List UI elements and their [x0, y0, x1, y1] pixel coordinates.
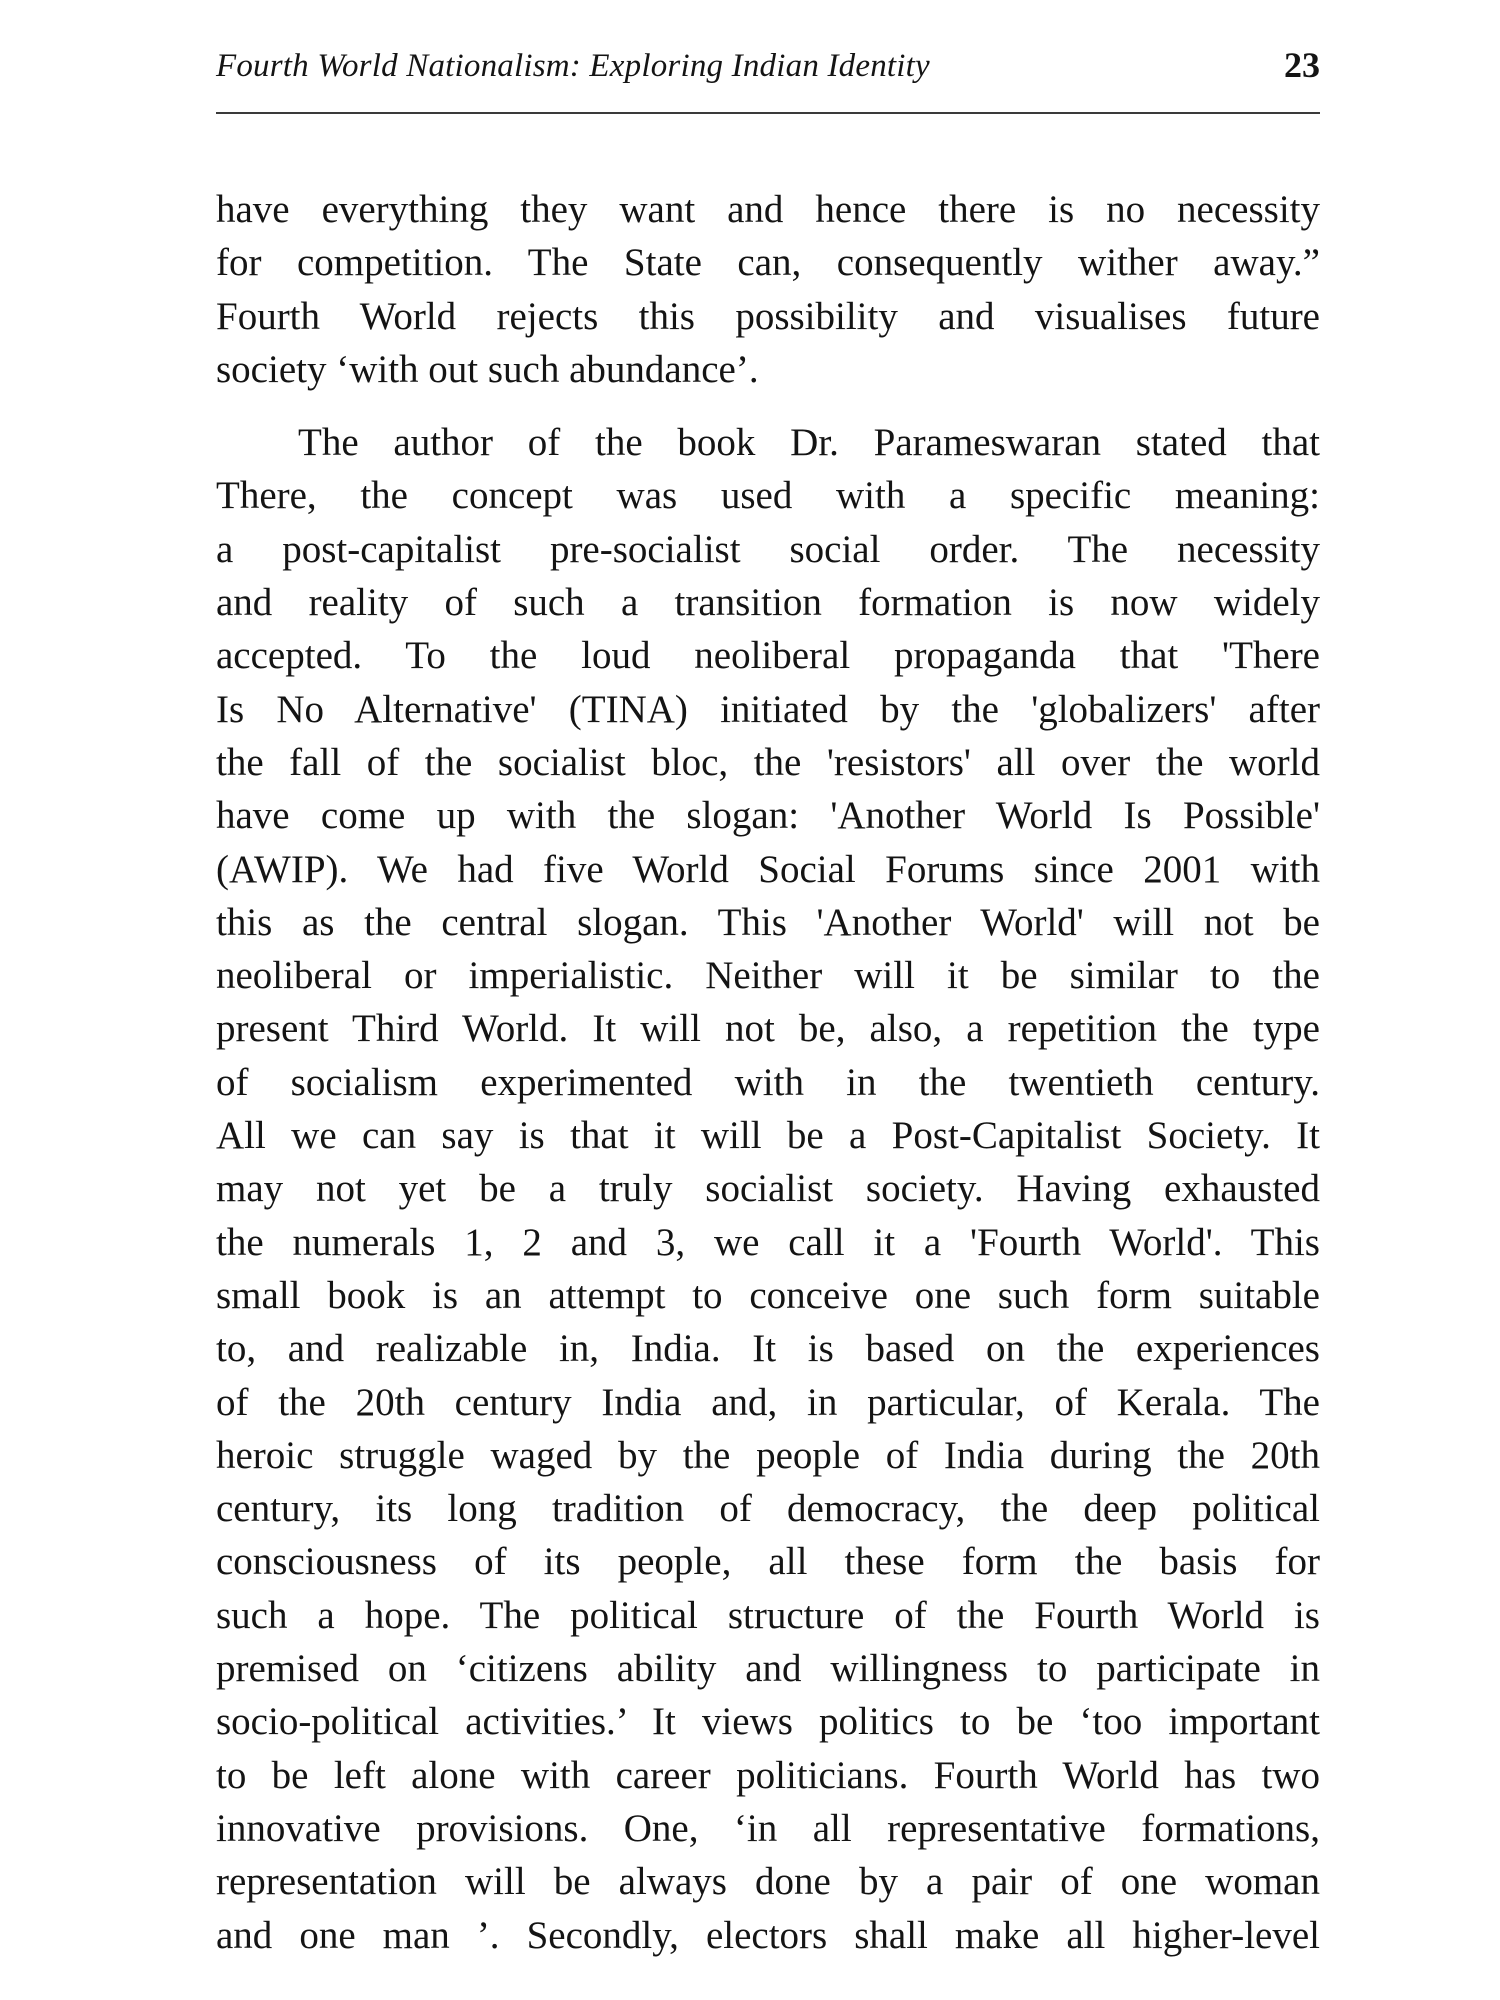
text-line: consciousness of its people, all these form the basis for — [216, 1540, 1320, 1584]
text-line: present Third World. It will not be, also, a repetition the type — [216, 1007, 1320, 1051]
text-line: a post-capitalist pre-socialist social order. The necessity — [216, 527, 1320, 571]
text-line: accepted. To the loud neoliberal propaganda that 'There — [216, 634, 1320, 678]
text-line: All we can say is that it will be a Post-Capitalist Society. It — [216, 1114, 1320, 1158]
paragraph-spacer — [216, 396, 1320, 416]
text-line: There, the concept was used with a specific meaning: — [216, 474, 1320, 518]
text-line: small book is an attempt to conceive one such form suitable — [216, 1273, 1320, 1317]
text-line: the fall of the socialist bloc, the 'resistors' all over the world — [216, 740, 1320, 784]
text-line: have everything they want and hence there is no necessity — [216, 188, 1320, 231]
text-line: the numerals 1, 2 and 3, we call it a 'Fourth World'. This — [216, 1220, 1320, 1264]
text-line: century, its long tradition of democracy, the deep political — [216, 1487, 1320, 1531]
text-line: Is No Alternative' (TINA) initiated by the 'globalizers' after — [216, 687, 1320, 731]
text-line: neoliberal or imperialistic. Neither will it be similar to the — [216, 954, 1320, 998]
paragraph-2 — [216, 416, 1320, 1962]
text-line: have come up with the slogan: 'Another World Is Possible' — [216, 794, 1320, 838]
text-line: and reality of such a transition formation is now widely — [216, 581, 1320, 625]
body-text — [216, 183, 1320, 1962]
text-line: this as the central slogan. This 'Another World' will not be — [216, 900, 1320, 944]
text-line: representation will be always done by a pair of one woman — [216, 1860, 1320, 1904]
text-line: premised on ‘citizens ability and willingness to participate in — [216, 1647, 1320, 1691]
text-line: may not yet be a truly socialist society. Having exhausted — [216, 1167, 1320, 1211]
running-title: Fourth World Nationalism: Exploring Indian Identity — [216, 48, 930, 84]
page-number: 23 — [1284, 45, 1320, 85]
text-line: and one man ’. Secondly, electors shall make all higher-level — [216, 1913, 1320, 1957]
text-line: socio-political activities.’ It views politics to be ‘too important — [216, 1700, 1320, 1744]
text-line: The author of the book Dr. Parameswaran stated that — [298, 421, 1320, 465]
text-line: of the 20th century India and, in particular, of Kerala. The — [216, 1380, 1320, 1424]
text-line: such a hope. The political structure of the Fourth World is — [216, 1593, 1320, 1637]
text-line: heroic struggle waged by the people of India during the 20th — [216, 1433, 1320, 1477]
text-line: society ‘with out such abundance’. — [216, 347, 759, 391]
text-line: to be left alone with career politicians. Fourth World has two — [216, 1753, 1320, 1797]
text-line: (AWIP). We had five World Social Forums since 2001 with — [216, 847, 1320, 891]
running-header — [216, 45, 1320, 98]
text-line: for competition. The State can, consequently wither away.” — [216, 241, 1320, 285]
header-rule — [216, 112, 1320, 114]
text-line: of socialism experimented with in the twentieth century. — [216, 1060, 1320, 1104]
text-line: to, and realizable in, India. It is based on the experiences — [216, 1327, 1320, 1371]
text-line: innovative provisions. One, ‘in all representative formations, — [216, 1806, 1320, 1850]
text-line: Fourth World rejects this possibility and visualises future — [216, 294, 1320, 338]
paragraph-1 — [216, 183, 1320, 396]
